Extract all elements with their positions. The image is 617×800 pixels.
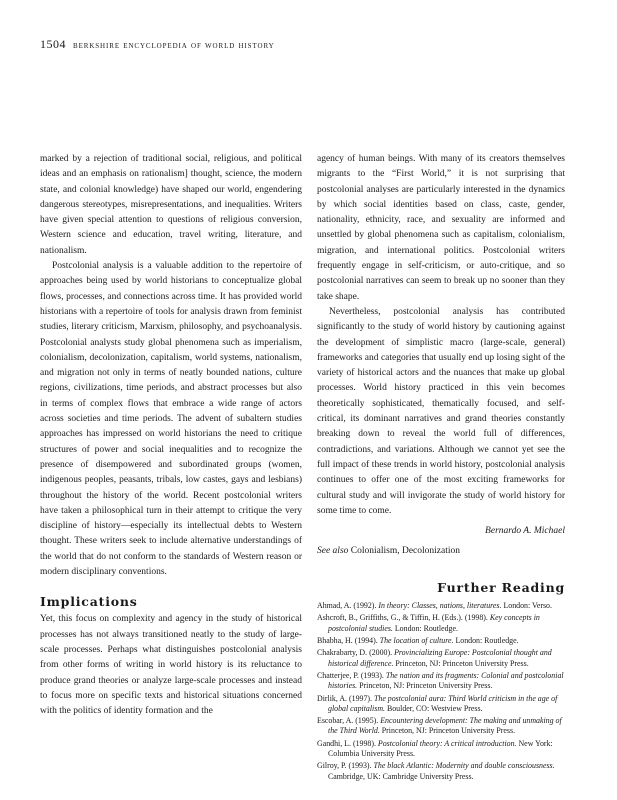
reference-list [317,601,565,782]
publication-title: berkshire encyclopedia of world history [73,41,275,51]
see-also-links: Colonialism, Decolonization [348,546,461,557]
page-number: 1504 [40,37,66,51]
section-heading: Implications [40,594,138,610]
reference-item: Escobar, A. (1995). Encountering development: The making and unmaking of the Third World. Princeton, NJ: Princeton University Press. [317,716,562,736]
reference-item: Ahmad, A. (1992). In theory: Classes, nations, literatures. London: Verso. [317,601,552,611]
reference-item: Bhabha, H. (1994). The location of culture. London: Routledge. [317,636,519,646]
reference-item: Gandhi, L. (1998). Postcolonial theory: A critical introduction. New York: Columbia University Press. [317,738,553,758]
reference-item: Gilroy, P. (1993). The black Atlantic: Modernity and double consciousness. Cambridge, UK: Cambridge University Press. [317,761,555,781]
further-reading-heading: Further Reading [437,580,565,596]
running-head [40,37,275,52]
body-paragraph: Yet, this focus on complexity and agency in the study of historical processes has not always transitioned neatly to the study of large-scale processes. Perhaps what distinguishes postcolonial analysis from other forms of writing in world history is its reluctance to produce grand theories or analyze large-scale processes and instead to focus more on specific texts and historical situations concerned with the politics of identity formation and the [40,614,302,717]
body-paragraph: marked by a rejection of traditional social, religious, and political ideas and an emphasis on rationalism] thought, science, the modern state, and colonial knowledge) have shaped our world, engendering dangerous stereotypes, misrepresentations, and inequalities. Writers have given special attention to questions of religious conversion, Western science and education, travel writing, literature, and nationalism. [40,154,302,256]
reference-item: Chakrabarty, D. (2000). Provincializing Europe: Postcolonial thought and historical difference. Princeton, NJ: Princeton University Press. [317,648,552,668]
body-paragraph: Postcolonial analysis is a valuable addition to the repertoire of approaches being used by world historians to conceptualize global flows, processes, and connections across time. It has provided world historians with a repertoire of tools for analysis drawn from feminist studies, literary criticism, Marxism, philosophy, and psychoanalysis. Postcolonial analysts study global phenomena such as imperialism, colonialism, decolonization, capitalism, world systems, nationalism, and migration not only in terms of neatly bounded nations, culture regions, civilizations, time periods, and abstract processes but also in terms of complex flows that embrace a wide range of actors across societies and time periods. The advent of subaltern studies approaches has impressed on world historians the need to critique structures of power and social inequalities and to recognize the presence of disempowered and subordinated groups (women, indigenous peoples, peasants, tribals, low castes, gays and lesbians) throughout the history of the world. Recent postcolonial writers have taken a philosophical turn in their attempt to critique the very discipline of history—especially its intellectual debts to Western thought. These writers seek to include alternative understandings of the world that do not conform to the standards of Western reason or modern disciplinary conventions. [40,261,302,578]
see-also-label: See also [317,546,349,557]
reference-item: Chatterjee, P. (1993). The nation and its fragments: Colonial and postcolonial histories. Princeton, NJ: Princeton University Press. [317,670,564,691]
body-paragraph: Nevertheless, postcolonial analysis has contributed significantly to the study of world history by cautioning against the development of simplistic macro (large-scale, general) frameworks and categories that usually end up losing sight of the variety of historical actors and the nuances that make up global processes. World history practiced in this vein becomes theoretically sophisticated, thematically focused, and self-critical, its dominant narratives and grand theories constantly breaking down to reveal the world full of differences, contradictions, and variations. Although we cannot yet see the full impact of these trends in world history, postcolonial analysis continues to offer one of the most exciting frameworks for cultural study and will invigorate the study of world history for some time to come. [317,306,565,516]
right-column [317,152,565,784]
reference-item: Ashcroft, B., Griffiths, G., & Tiffin, H. (Eds.). (1998). Key concepts in postcolonial studies. London: Routledge. [317,613,540,633]
author-byline: Bernardo A. Michael [485,526,565,537]
body-paragraph: agency of human beings. With many of its creators themselves migrants to the “First World,” it is not surprising that postcolonial analyses are particularly interested in the dynamics by which social identities based on class, caste, gender, nationality, ethnicity, race, and sexuality are informed and unsettled by global phenomena such as capitalism, colonialism, migration, and international politics. Postcolonial writers frequently engage in self-criticism, or auto-critique, and so postcolonial narratives can seem to break up no sooner than they take shape. [317,154,565,302]
see-also [317,546,565,556]
left-column [40,152,302,719]
reference-item: Dirlik, A. (1997). The postcolonial aura: Third World criticism in the age of global capitalism. Boulder, CO: Westview Press. [317,693,558,713]
